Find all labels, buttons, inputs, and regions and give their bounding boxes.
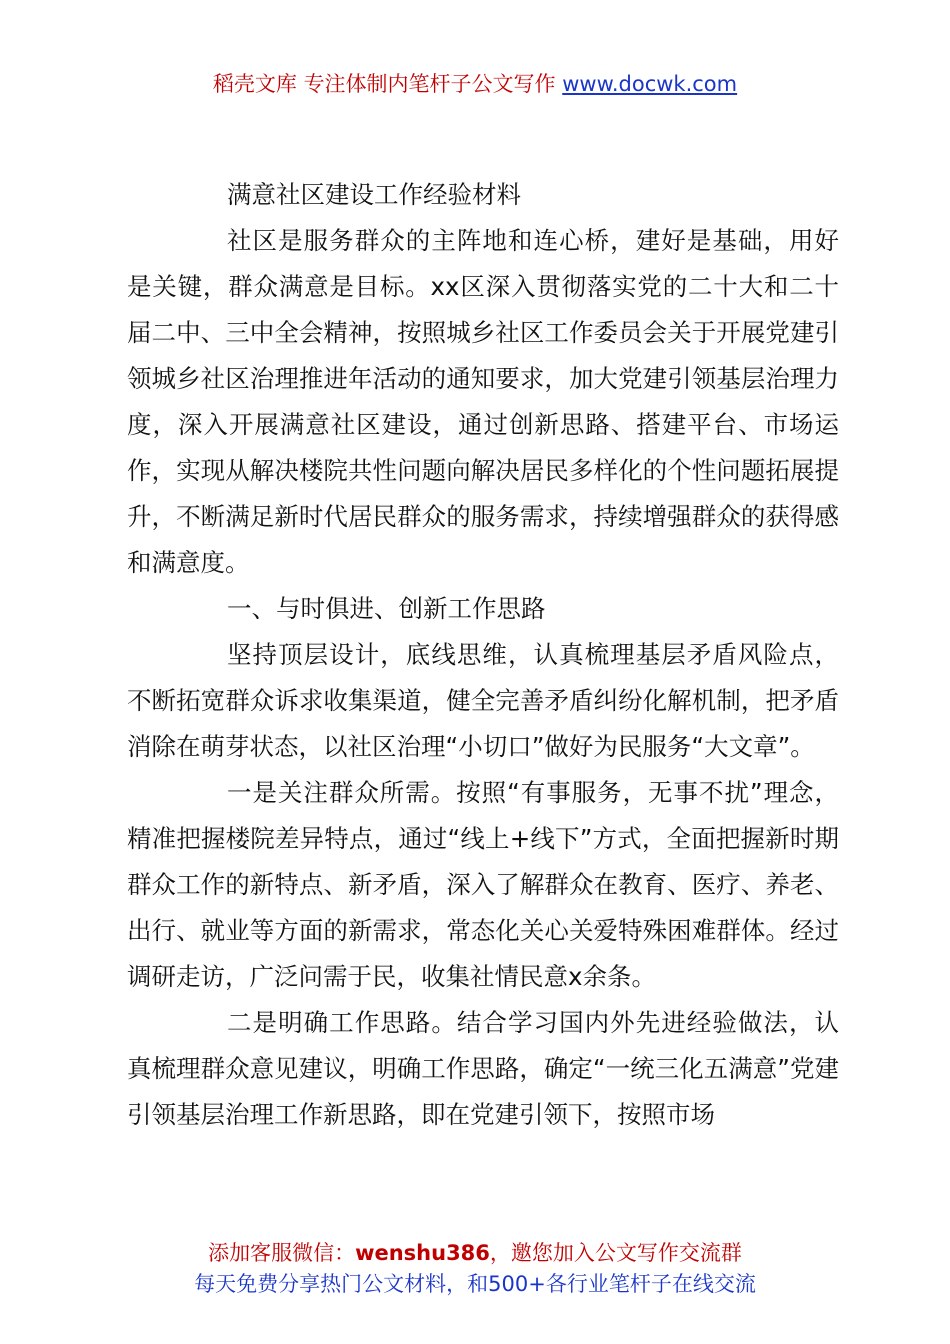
site-name: 稻壳文库 <box>212 72 297 96</box>
paragraph: 坚持顶层设计，底线思维，认真梳理基层矛盾风险点，不断拓宽群众诉求收集渠道，健全完善矛盾纠纷化解机制，把矛盾消除在萌芽状态，以社区治理“小切口”做好为民服务“大文章”。 <box>127 640 839 761</box>
paragraph-intro: 社区是服务群众的主阵地和连心桥，建好是基础，用好是关键，群众满意是目标。xx区深入贯彻落实党的二十大和二十届二中、三中全会精神，按照城乡社区工作委员会关于开展党建引领城乡社区治理推进年活动的通知要求，加大党建引领基层治理力度，深入开展满意社区建设，通过创新思路、搭建平台、市场运作，实现从解决楼院共性问题向解决居民多样化的个性问题拓展提升，不断满足新时代居民群众的服务需求，持续增强群众的获得感和满意度。 <box>127 226 839 577</box>
paragraph: 二是明确工作思路。结合学习国内外先进经验做法，认真梳理群众意见建议，明确工作思路，确定“一统三化五满意”党建引领基层治理工作新思路，即在党建引领下，按照市场 <box>127 1008 839 1129</box>
site-url-link[interactable]: www.docwk.com <box>562 72 738 96</box>
footer-line-share: 每天免费分享热门公文材料，和500+各行业笔杆子在线交流 <box>194 1272 756 1296</box>
site-slogan: 专注体制内笔杆子公文写作 <box>303 72 556 96</box>
document-title: 满意社区建设工作经验材料 <box>227 180 521 209</box>
page-footer <box>0 1238 950 1300</box>
page-header <box>0 68 950 100</box>
footer-wechat-suffix: ，邀您加入公文写作交流群 <box>489 1241 742 1265</box>
document-body <box>127 172 839 1138</box>
footer-wechat-id: wenshu386 <box>355 1241 490 1265</box>
footer-line-wechat <box>0 1238 950 1269</box>
paragraph: 一是关注群众所需。按照“有事服务，无事不扰”理念，精准把握楼院差异特点，通过“线上+线下”方式，全面把握新时期群众工作的新特点、新矛盾，深入了解群众在教育、医疗、养老、出行、就业等方面的新需求，常态化关心关爱特殊困难群体。经过调研走访，广泛问需于民，收集社情民意x余条。 <box>127 778 839 991</box>
section-heading: 一、与时俱进、创新工作思路 <box>227 594 546 623</box>
footer-wechat-prefix: 添加客服微信： <box>208 1241 356 1265</box>
